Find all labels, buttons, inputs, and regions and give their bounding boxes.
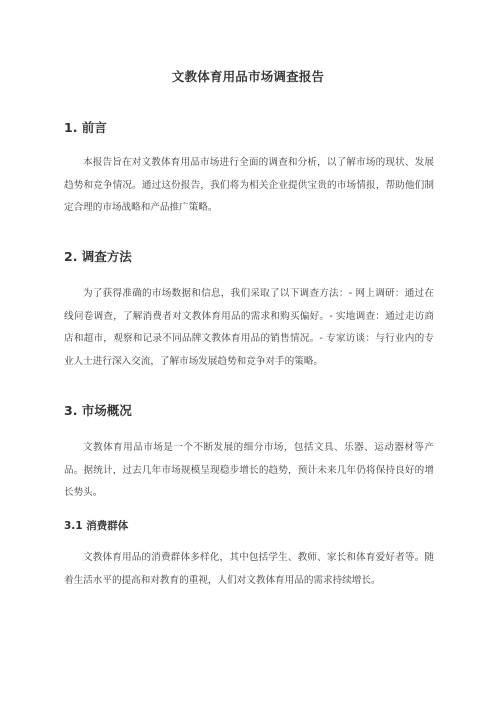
section-heading-preface: 1. 前言 <box>64 120 107 135</box>
section-body-methods: 为了获得准确的市场数据和信息，我们采取了以下调查方法：- 网上调研：通过在线问卷调查，了解消费者对文教体育用品的需求和购买偏好。- 实地调查：通过走访商店和超市，观察和记录不同品牌文教体育用品的销售情况。- 专家访谈：与行业内的专业人士进行深入交流，了解市场发展趋势和竞争对手的策略。 <box>64 288 434 367</box>
subsection-body-consumers: 文教体育用品的消费群体多样化，其中包括学生、教师、家长和体育爱好者等。随着生活水平的提高和对教育的重视，人们对文教体育用品的需求持续增长。 <box>64 552 434 586</box>
section-heading-methods: 2. 调查方法 <box>64 249 132 264</box>
section-heading-market-overview: 3. 市场概况 <box>64 403 132 418</box>
section-body-market-overview: 文教体育用品市场是一个不断发展的细分市场，包括文具、乐器、运动器材等产品。据统计，过去几年市场规模呈现稳步增长的趋势，预计未来几年仍将保持良好的增长势头。 <box>64 442 434 498</box>
subsection-heading-consumers: 3.1 消费群体 <box>64 520 129 532</box>
document-title: 文教体育用品市场调查报告 <box>171 69 325 84</box>
section-body-preface: 本报告旨在对文教体育用品市场进行全面的调查和分析，以了解市场的现状、发展趋势和竞争情况。通过这份报告，我们将为相关企业提供宝贵的市场情报，帮助他们制定合理的市场战略和产品推广策略。 <box>64 157 434 213</box>
